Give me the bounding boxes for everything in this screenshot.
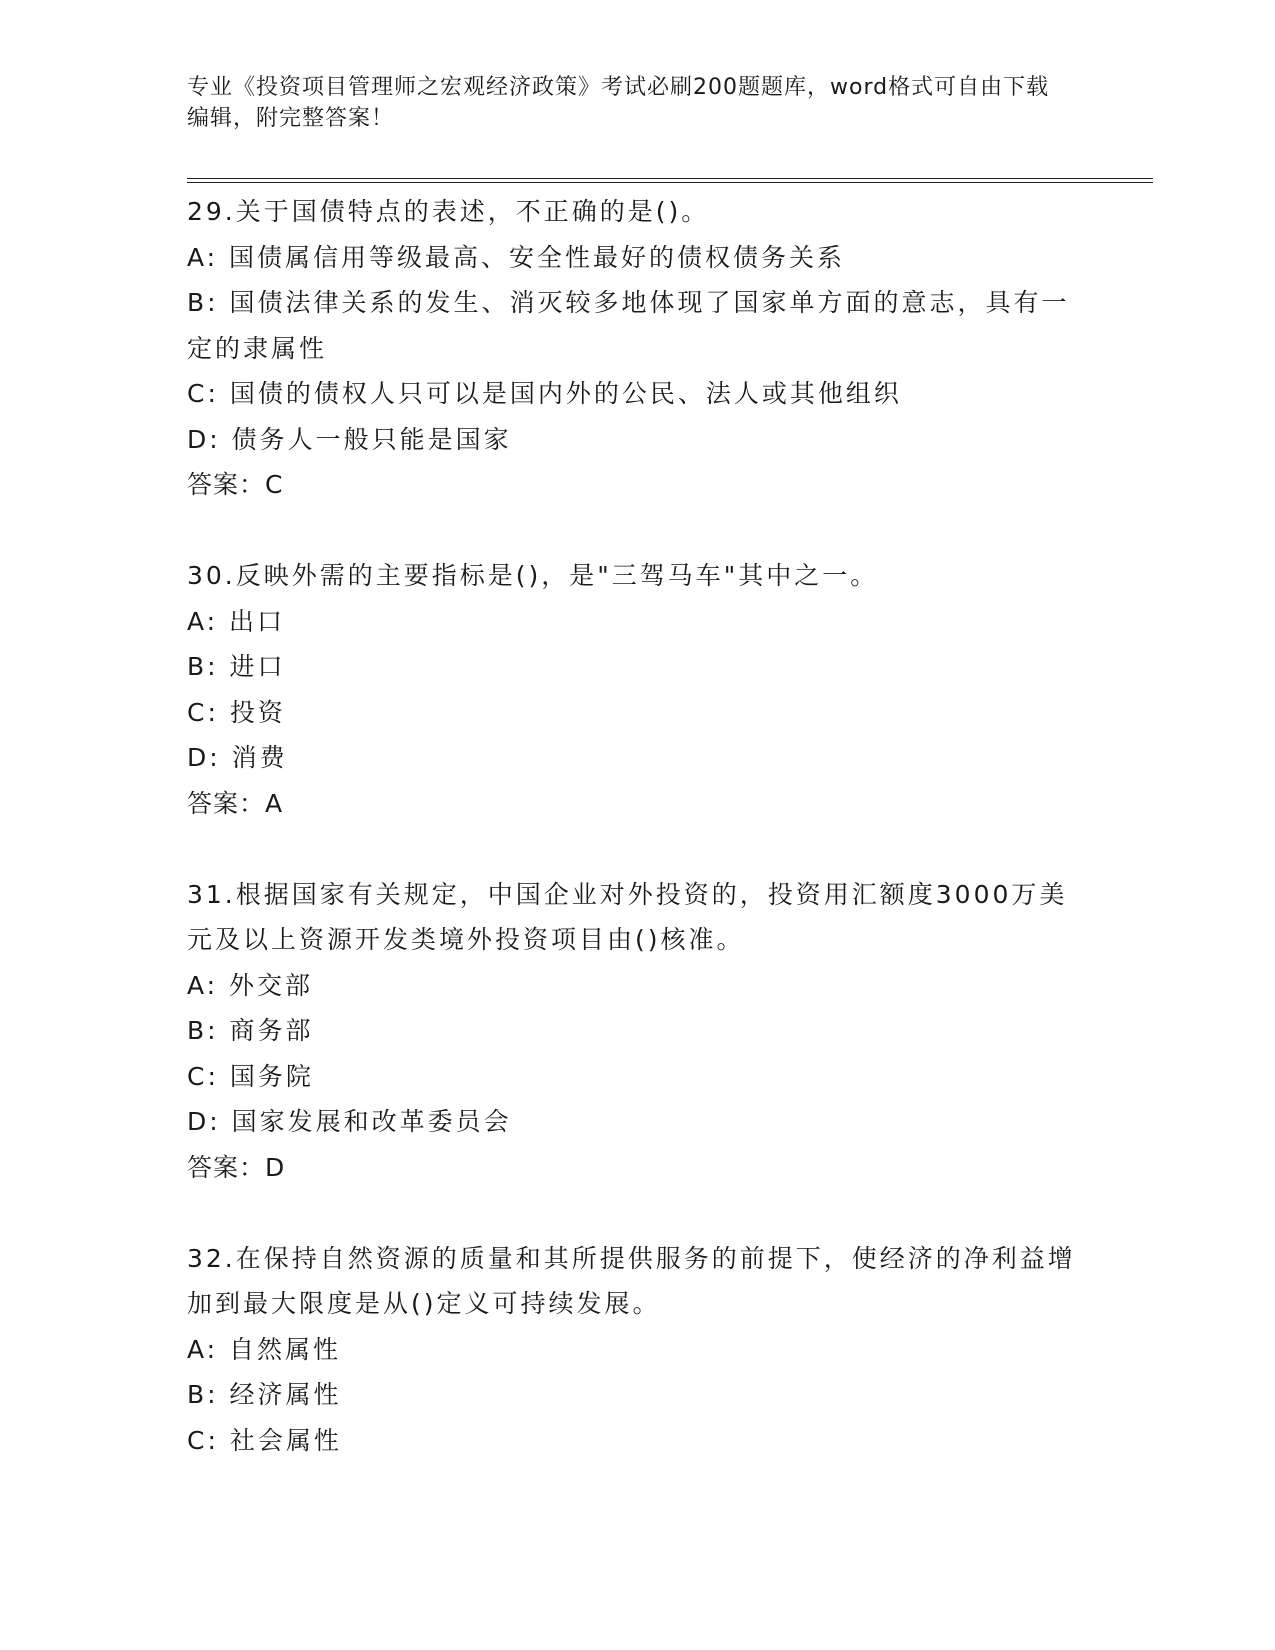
question-spacer: [187, 1190, 1087, 1236]
option-b: B: 商务部: [187, 1016, 314, 1045]
question-31: [187, 872, 1087, 1191]
question-29: [187, 189, 1087, 508]
question-list: [187, 189, 1087, 1463]
question-stem: 32.在保持自然资源的质量和其所提供服务的前提下，使经济的净利益增加到最大限度是从()定义可持续发展。: [187, 1243, 1076, 1318]
option-b: B: 经济属性: [187, 1380, 342, 1409]
option-c: C: 投资: [187, 697, 286, 727]
option-d: D: 债务人一般只能是国家: [187, 424, 512, 454]
header-divider-top: [187, 178, 1153, 179]
question-stem: 30.反映外需的主要指标是()，是"三驾马车"其中之一。: [187, 561, 879, 590]
option-d: D: 消费: [187, 743, 288, 772]
option-c: C: 社会属性: [187, 1425, 342, 1455]
question-stem: 31.根据国家有关规定，中国企业对外投资的，投资用汇额度3000万美元及以上资源开发类境外投资项目由()核准。: [187, 879, 1068, 954]
question-32: [187, 1236, 1087, 1464]
option-d: D: 国家发展和改革委员会: [187, 1107, 512, 1136]
option-a: A: 国债属信用等级最高、安全性最好的债权债务关系: [187, 242, 846, 272]
question-stem: 29.关于国债特点的表述，不正确的是()。: [187, 197, 710, 226]
question-spacer: [187, 826, 1087, 872]
option-c: C: 国务院: [187, 1061, 314, 1091]
option-b: B: 进口: [187, 652, 286, 681]
option-a: A: 出口: [187, 606, 286, 636]
header-divider-bottom: [187, 182, 1153, 183]
answer-label: 答案：A: [187, 788, 284, 818]
document-header: 专业《投资项目管理师之宏观经济政策》考试必刷200题题库，word格式可自由下载编辑，附完整答案！: [187, 75, 1050, 131]
question-30: [187, 553, 1087, 826]
option-a: A: 自然属性: [187, 1334, 342, 1364]
option-a: A: 外交部: [187, 970, 314, 1000]
answer-label: 答案：D: [187, 1152, 286, 1182]
question-spacer: [187, 508, 1087, 554]
option-b: B: 国债法律关系的发生、消灭较多地体现了国家单方面的意志，具有一定的隶属性: [187, 288, 1070, 363]
answer-label: 答案：C: [187, 470, 284, 499]
option-c: C: 国债的债权人只可以是国内外的公民、法人或其他组织: [187, 379, 902, 408]
